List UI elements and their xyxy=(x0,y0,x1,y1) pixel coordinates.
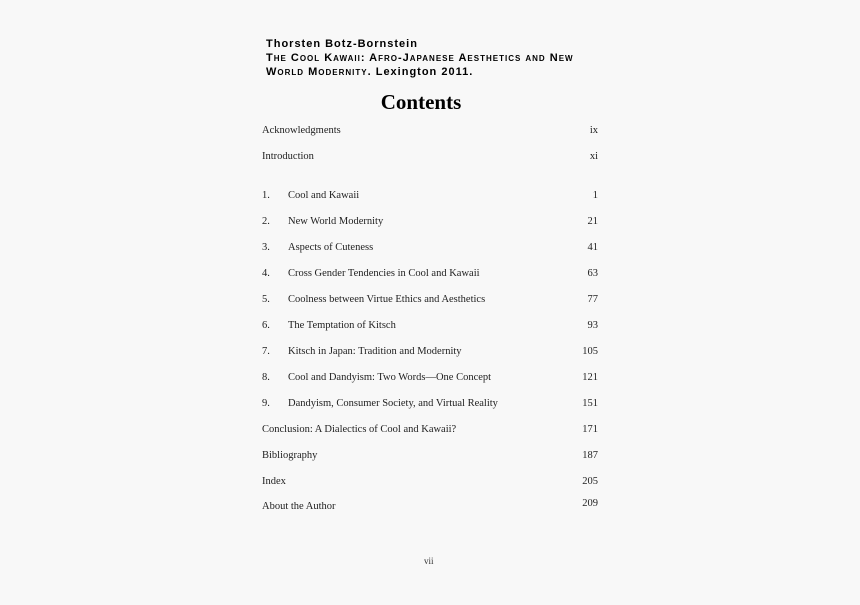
book-title-line2: World Modernity xyxy=(266,66,368,78)
toc-entry-about-author xyxy=(262,500,598,514)
toc-entry-page: 121 xyxy=(582,372,598,383)
chapter-number: 6. xyxy=(262,320,270,331)
toc-entry-introduction xyxy=(262,150,598,164)
toc-entry-chapter-8 xyxy=(262,371,598,385)
publication-info: . Lexington 2011. xyxy=(367,66,474,78)
toc-entry-title: Aspects of Cuteness xyxy=(288,242,374,253)
book-title-line1: The Cool Kawaii: Afro-Japanese Aesthetics and New xyxy=(266,52,574,64)
toc-entry-page: ix xyxy=(589,125,598,136)
toc-entry-conclusion xyxy=(262,423,598,437)
toc-entry-page: 93 xyxy=(587,320,598,331)
citation-header xyxy=(266,37,574,79)
chapter-number: 2. xyxy=(262,216,270,227)
toc-entry-index xyxy=(262,475,598,489)
chapter-number: 4. xyxy=(262,268,270,279)
toc-entry-chapter-2 xyxy=(262,215,598,229)
chapter-number: 1. xyxy=(262,190,270,201)
toc-entry-chapter-4 xyxy=(262,267,598,281)
toc-entry-chapter-1 xyxy=(262,189,598,203)
toc-entry-page: 1 xyxy=(592,190,598,201)
page-number-folio: vii xyxy=(424,556,434,566)
toc-entry-title: About the Author xyxy=(262,501,336,512)
toc-entry-page: 63 xyxy=(587,268,598,279)
toc-entry-page: 205 xyxy=(582,476,598,487)
toc-entry-title: Index xyxy=(262,476,286,487)
chapter-number: 9. xyxy=(262,398,270,409)
chapter-number: 8. xyxy=(262,372,270,383)
toc-entry-page: 105 xyxy=(582,346,598,357)
toc-entry-title: Kitsch in Japan: Tradition and Modernity xyxy=(288,346,462,357)
toc-entry-title: Introduction xyxy=(262,151,314,162)
toc-entry-page: 209 xyxy=(582,498,598,509)
toc-entry-page: 77 xyxy=(587,294,598,305)
toc-entry-title: Bibliography xyxy=(262,450,318,461)
toc-entry-chapter-3 xyxy=(262,241,598,255)
toc-entry-title: Cool and Kawaii xyxy=(288,190,360,201)
book-title-line2-wrap xyxy=(266,65,574,79)
contents-heading: Contents xyxy=(380,90,462,114)
toc-entry-acknowledgments xyxy=(262,124,598,138)
toc-entry-title: Conclusion: A Dialectics of Cool and Kawaii? xyxy=(262,424,457,435)
toc-entry-page: 171 xyxy=(582,424,598,435)
toc-entry-title: Cool and Dandyism: Two Words—One Concept xyxy=(288,372,492,383)
toc-entry-page: 151 xyxy=(582,398,598,409)
toc-entry-page: 187 xyxy=(582,450,598,461)
toc-entry-title: Cross Gender Tendencies in Cool and Kawaii xyxy=(288,268,480,279)
toc-entry-title: Coolness between Virtue Ethics and Aesthetics xyxy=(288,294,486,305)
toc-entry-page: 41 xyxy=(587,242,598,253)
toc-entry-page: xi xyxy=(589,151,598,162)
toc-entry-chapter-7 xyxy=(262,345,598,359)
chapter-number: 5. xyxy=(262,294,270,305)
toc-entry-chapter-9 xyxy=(262,397,598,411)
toc-entry-chapter-5 xyxy=(262,293,598,307)
toc-entry-chapter-6 xyxy=(262,319,598,333)
toc-entry-title: Acknowledgments xyxy=(262,125,341,136)
toc-entry-title: Dandyism, Consumer Society, and Virtual Reality xyxy=(288,398,498,409)
toc-entry-title: New World Modernity xyxy=(288,216,384,227)
toc-entry-page: 21 xyxy=(587,216,598,227)
chapter-number: 3. xyxy=(262,242,270,253)
chapter-number: 7. xyxy=(262,346,270,357)
author-name: Thorsten Botz-Bornstein xyxy=(266,38,418,50)
toc-entry-bibliography xyxy=(262,449,598,463)
toc-entry-title: The Temptation of Kitsch xyxy=(288,320,396,331)
